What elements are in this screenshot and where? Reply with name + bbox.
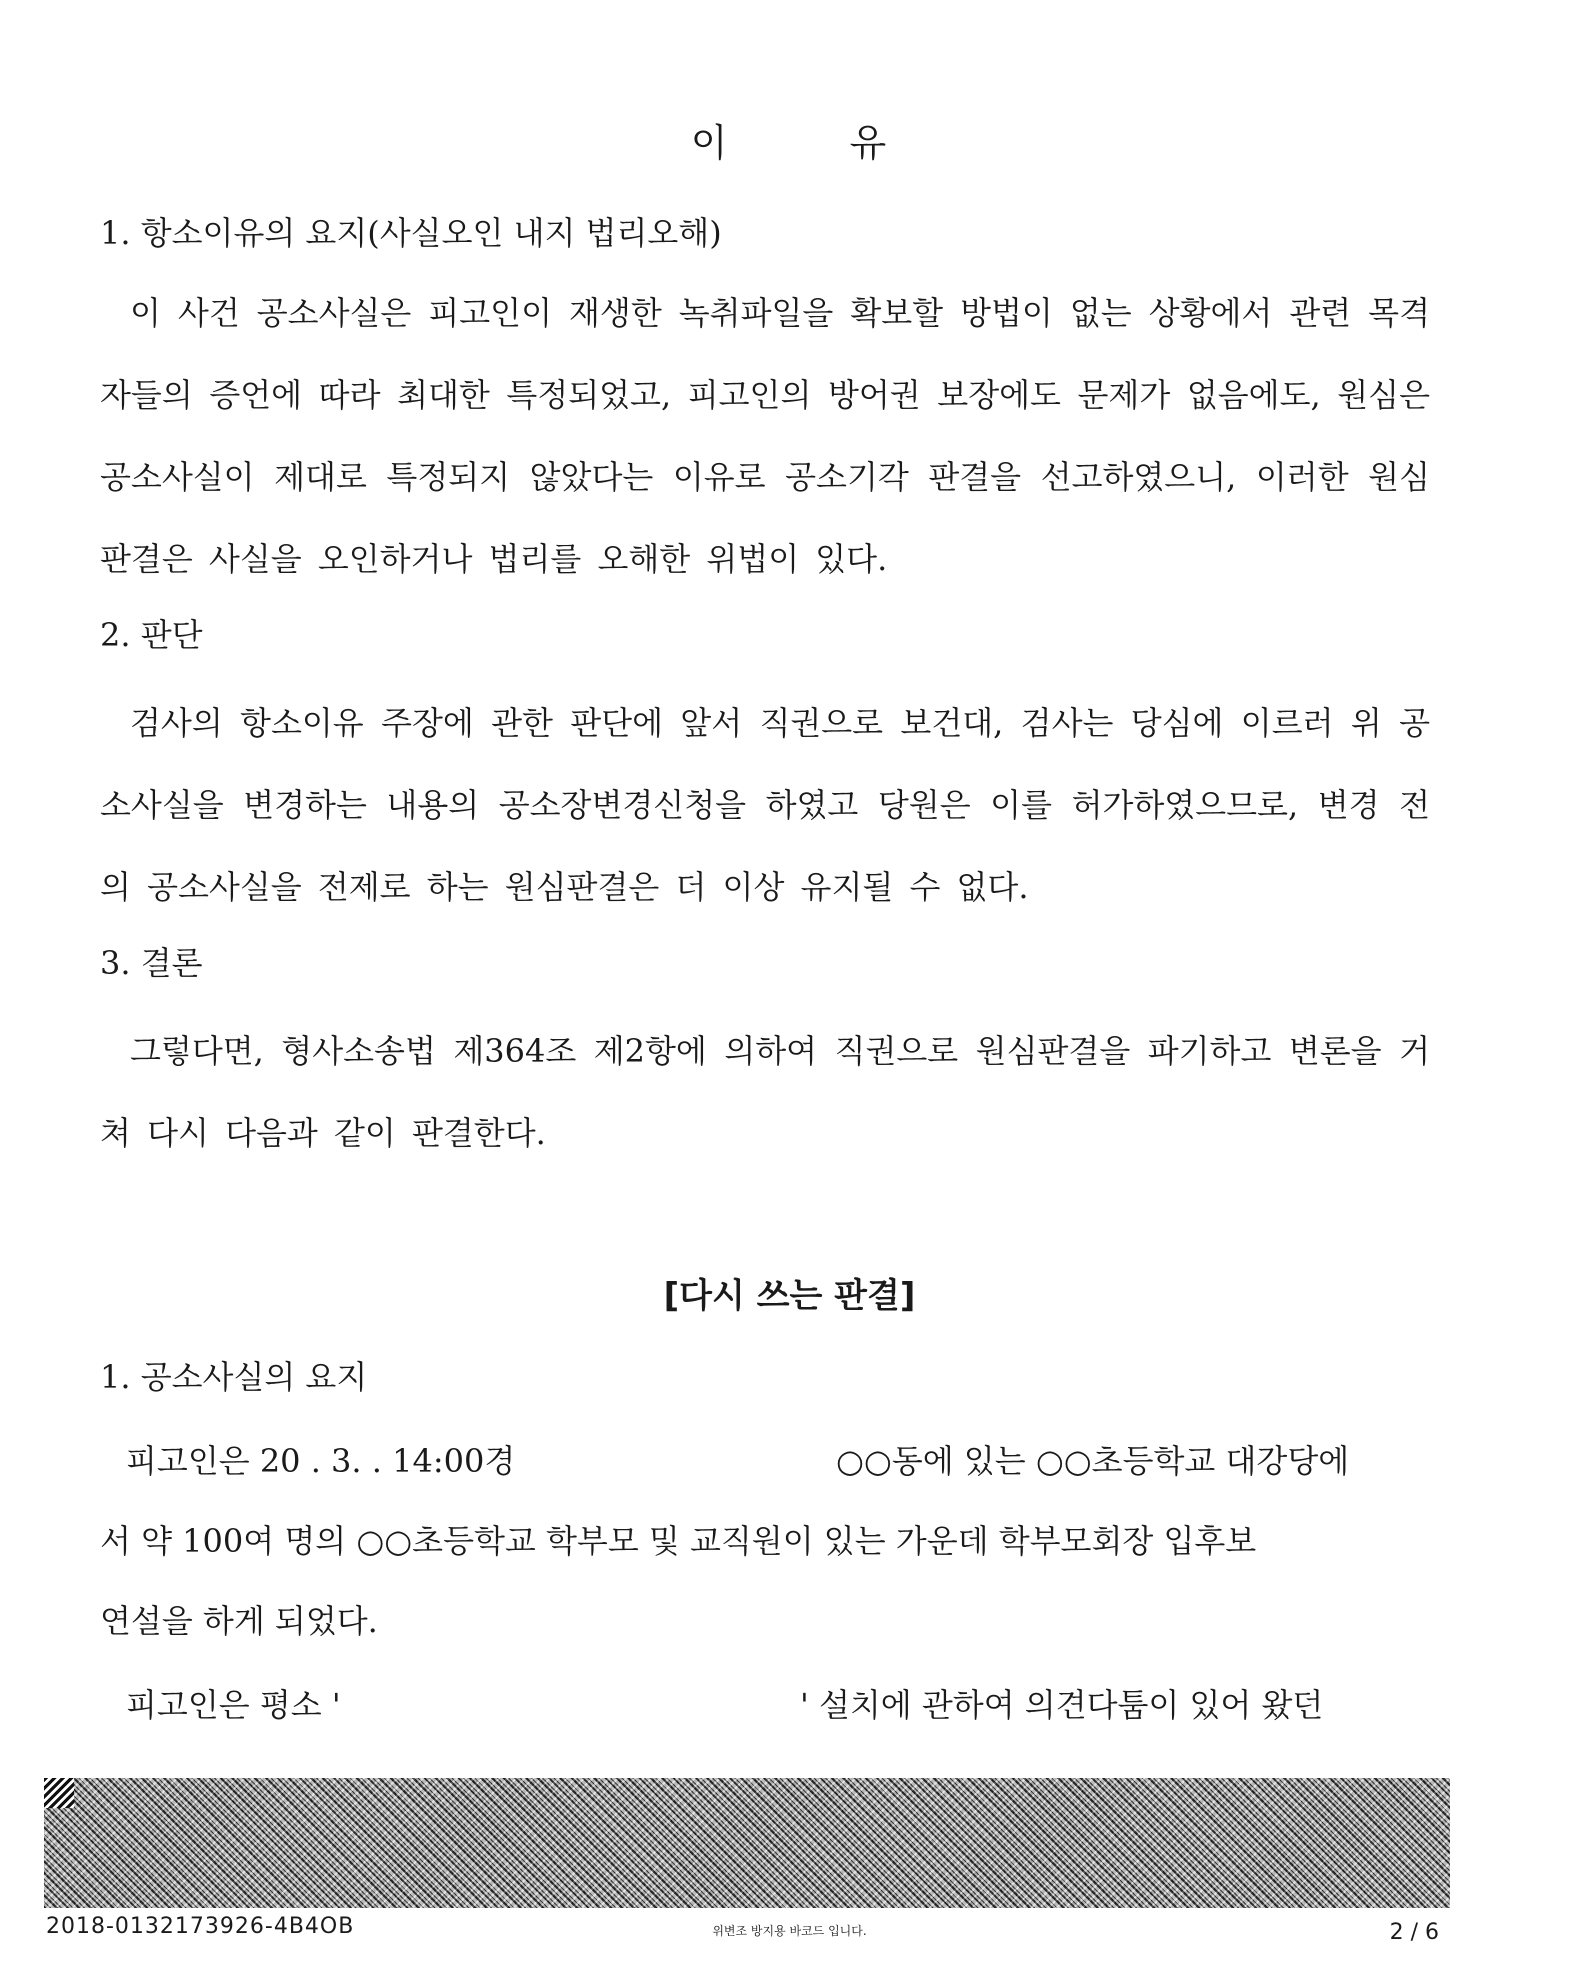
rewrite-heading: 1. 공소사실의 요지 [100,1358,368,1396]
title-char-left: 이 [690,121,730,165]
rewrite-judgment-title: [다시 쓰는 판결] [663,1276,916,1316]
title-char-right: 유 [849,121,889,165]
barcode-corner-mark [44,1778,74,1808]
page-title [0,112,1579,167]
rewrite-line-1-start: 피고인은 20 . 3. . 14:00경 [126,1442,516,1480]
document-id: 2018-0132173926-4B4OB [46,1914,355,1939]
anti-forgery-barcode [44,1778,1450,1908]
page-number: 2 / 6 [1389,1920,1439,1945]
section-2-body: 검사의 항소이유 주장에 관한 판단에 앞서 직권으로 보건대, 검사는 당심에 이르러 위 공소사실을 변경하는 내용의 공소장변경신청을 하였고 당원은 이를 허가하였으므로, 변경 전의 공소사실을 전제로 하는 원심판결은 더 이상 유지될 수 없다. [100,704,1430,906]
rewrite-line-4-end: ' 설치에 관하여 의견다툼이 있어 왔던 [800,1686,1324,1724]
section-3-heading: 3. 결론 [100,944,203,982]
rewrite-line-3: 연설을 하게 되었다. [100,1602,378,1640]
section-3-body: 그렇다면, 형사소송법 제364조 제2항에 의하여 직권으로 원심판결을 파기하고 변론을 거쳐 다시 다음과 같이 판결한다. [100,1032,1430,1152]
section-2-heading: 2. 판단 [100,616,203,654]
rewrite-line-2: 서 약 100여 명의 ○○초등학교 학부모 및 교직원이 있는 가운데 학부모회장 입후보 [100,1522,1257,1560]
rewrite-line-4-start: 피고인은 평소 ' [126,1686,341,1724]
barcode-note: 위변조 방지용 바코드 입니다. [712,1924,867,1938]
section-1-heading: 1. 항소이유의 요지(사실오인 내지 법리오해) [100,214,722,252]
section-1-body: 이 사건 공소사실은 피고인이 재생한 녹취파일을 확보할 방법이 없는 상황에서 관련 목격자들의 증언에 따라 최대한 특정되었고, 피고인의 방어권 보장에도 문제가 없음에도, 원심은 공소사실이 제대로 특정되지 않았다는 이유로 공소기각 판결을 선고하였으니, 이러한 원심판결은 사실을 오인하거나 법리를 오해한 위법이 있다. [100,294,1430,578]
rewrite-line-1-end: ○○동에 있는 ○○초등학교 대강당에 [836,1442,1350,1480]
